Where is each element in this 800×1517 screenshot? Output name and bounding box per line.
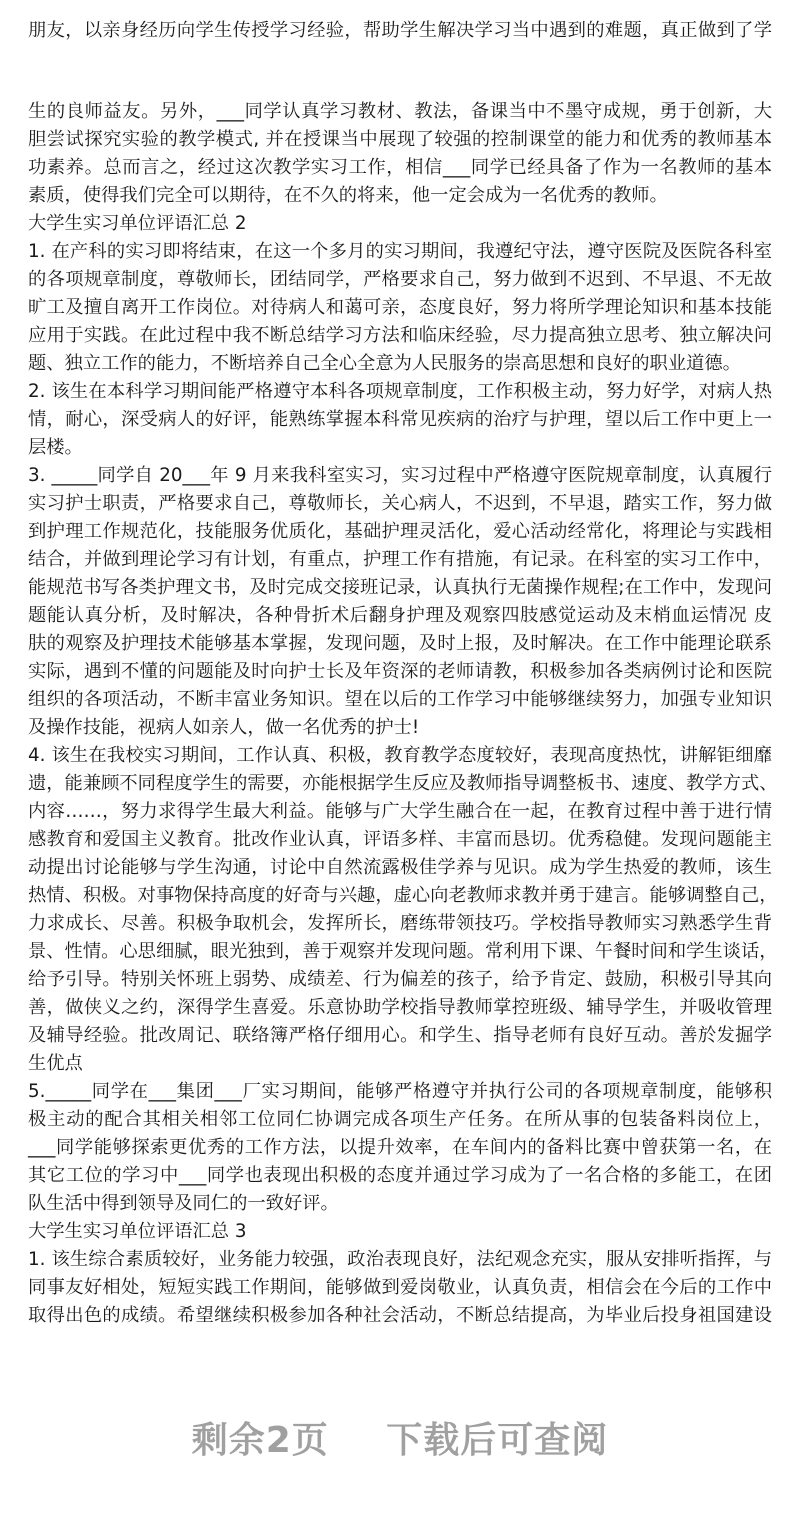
text-line: 肤的观察及护理技术能够基本掌握，发现问题，及时上报，及时解决。在工作中能理论联系 [28, 633, 772, 654]
text-line: 队生活中得到领导及同仁的一致好评。 [28, 1193, 339, 1214]
text-line: 能规范书写各类护理文书，及时完成交接班记录，认真执行无菌操作规程;在工作中，发现问 [28, 577, 772, 598]
download-hint-label: 下载后可查阅 [386, 1420, 609, 1461]
text-line: 生优点 [28, 1053, 83, 1074]
text-line: 朋友，以亲身经历向学生传授学习经验，帮助学生解决学习当中遇到的难题，真正做到了学 [28, 20, 772, 41]
text-line: 5._____同学在___集团___厂实习期间，能够严格遵守并执行公司的各项规章制度，能够积 [28, 1081, 772, 1102]
text-line: 实际，遇到不懂的问题能及时向护士长及年资深的老师请教，积极参加各类病例讨论和医院 [28, 661, 772, 682]
text-line: 同事友好相处，短短实践工作期间，能够做到爱岗敬业，认真负责，相信会在今后的工作中 [28, 1277, 772, 1298]
text-line: 素质，使得我们完全可以期待，在不久的将来，他一定会成为一名优秀的教师。 [28, 185, 668, 206]
text-line: 1. 在产科的实习即将结束，在这一个多月的实习期间，我遵纪守法，遵守医院及医院各科室 [28, 241, 772, 262]
text-line: 极主动的配合其相关相邻工位同仁协调完成各项生产任务。在所从事的包装备料岗位上， [28, 1109, 772, 1130]
text-line: 情，耐心，深受病人的好评，能熟练掌握本科常见疾病的治疗与护理，望以后工作中更上一 [28, 409, 772, 430]
text-line: 功素养。总而言之，经过这次教学实习工作，相信___同学已经具备了作为一名教师的基本 [28, 157, 772, 178]
text-line: 胆尝试探究实验的教学模式, 并在授课当中展现了较强的控制课堂的能力和优秀的教师基本 [28, 129, 772, 150]
text-line: 3. _____同学自 20___年 9 月来我科室实习，实习过程中严格遵守医院规章制度，认真履行 [28, 465, 772, 486]
download-prompt[interactable] [0, 1412, 800, 1463]
text-line: 2. 该生在本科学习期间能严格遵守本科各项规章制度，工作积极主动，努力好学，对病人热 [28, 381, 772, 402]
text-line: 力求成长、尽善。积极争取机会，发挥所长，磨练带领技巧。学校指导教师实习熟悉学生背 [28, 913, 772, 934]
text-line: 景、性情。心思细腻，眼光独到，善于观察并发现问题。常利用下课、午餐时间和学生谈话， [28, 941, 778, 962]
remaining-pages-label: 剩余2页 [191, 1420, 329, 1461]
text-line: 大学生实习单位评语汇总 2 [28, 213, 247, 234]
text-line: 4. 该生在我校实习期间，工作认真、积极，教育教学态度较好，表现高度热忱，讲解钜细靡 [28, 745, 772, 766]
text-line: 给予引导。特别关怀班上弱势、成绩差、行为偏差的孩子，给予肯定、鼓励，积极引导其向 [28, 969, 772, 990]
text-line: 到护理工作规范化，技能服务优质化，基础护理灵活化，爱心活动经常化，将理论与实践相 [28, 521, 772, 542]
text-line: 题能认真分析，及时解决，各种骨折术后翻身护理及观察四肢感觉运动及末梢血运情况 皮 [28, 605, 772, 626]
text-line: 的各项规章制度，尊敬师长，团结同学，严格要求自己，努力做到不迟到、不早退、不无故 [28, 269, 772, 290]
text-line: 层楼。 [28, 437, 83, 458]
text-line: 结合，并做到理论学习有计划，有重点，护理工作有措施，有记录。在科室的实习工作中， [28, 549, 772, 570]
text-line: 及操作技能，视病人如亲人，做一名优秀的护士! [28, 717, 420, 738]
text-line: 感教育和爱国主义教育。批改作业认真，评语多样、丰富而恳切。优秀稳健。发现问题能主 [28, 829, 772, 850]
text-line: 动提出讨论能够与学生沟通，讨论中自然流露极佳学养与见识。成为学生热爱的教师，该生 [28, 857, 772, 878]
text-line: 题、独立工作的能力，不断培养自己全心全意为人民服务的崇高思想和良好的职业道德。 [28, 353, 741, 374]
text-line: 热情、积极。对事物保持高度的好奇与兴趣，虚心向老教师求教并勇于建言。能够调整自己， [28, 885, 778, 906]
text-line: 内容……，努力求得学生最大利益。能够与广大学生融合在一起，在教育过程中善于进行情 [28, 801, 772, 822]
text-line: 其它工位的学习中___同学也表现出积极的态度并通过学习成为了一名合格的多能工，在团 [28, 1165, 772, 1186]
text-line: 及辅导经验。批改周记、联络簿严格仔细用心。和学生、指导老师有良好互动。善於发掘学 [28, 1025, 772, 1046]
text-line: 1. 该生综合素质较好，业务能力较强，政治表现良好，法纪观念充实，服从安排听指挥，与 [28, 1249, 772, 1270]
text-line: 旷工及擅自离开工作岗位。对待病人和蔼可亲，态度良好，努力将所学理论知识和基本技能 [28, 297, 772, 318]
text-line: 遗，能兼顾不同程度学生的需要，亦能根据学生反应及教师指导调整板书、速度、教学方式、 [28, 773, 778, 794]
text-line: 生的良师益友。另外，___同学认真学习教材、教法，备课当中不墨守成规，勇于创新，大 [28, 101, 772, 122]
text-line: 应用于实践。在此过程中我不断总结学习方法和临床经验，尽力提高独立思考、独立解决问 [28, 325, 772, 346]
text-line: 实习护士职责，严格要求自己，尊敬师长，关心病人，不迟到，不早退，踏实工作，努力做 [28, 493, 772, 514]
text-line: 取得出色的成绩。希望继续积极参加各种社会活动，不断总结提高，为毕业后投身祖国建设 [28, 1305, 772, 1326]
text-line: ___同学能够探索更优秀的工作方法，以提升效率，在车间内的备料比赛中曾获第一名，在 [28, 1137, 772, 1158]
text-line: 大学生实习单位评语汇总 3 [28, 1221, 247, 1242]
text-line: 组织的各项活动，不断丰富业务知识。望在以后的工作学习中能够继续努力，加强专业知识 [28, 689, 772, 710]
text-line: 善，做侠义之约，深得学生喜爱。乐意协助学校指导教师掌控班级、辅导学生，并吸收管理 [28, 997, 772, 1018]
